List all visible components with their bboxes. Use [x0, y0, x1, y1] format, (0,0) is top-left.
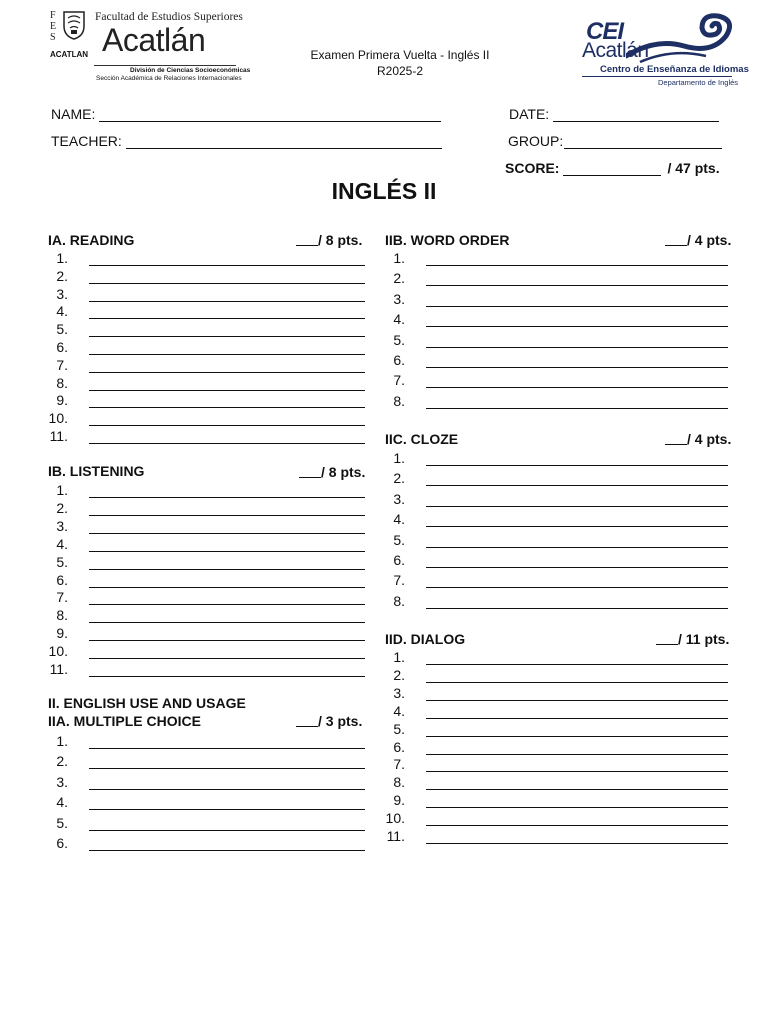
answer-number: 5.: [56, 321, 68, 338]
fes-letter-s: S: [50, 32, 56, 43]
cei-letters: CEI: [586, 18, 624, 45]
date-label: DATE:: [509, 106, 550, 122]
answer-row: [385, 792, 728, 808]
answer-row: [48, 500, 365, 516]
answer-number: 11.: [386, 828, 405, 844]
word-order-score-blank[interactable]: [665, 233, 687, 246]
answer-number: 4.: [56, 794, 68, 811]
answer-number: 11.: [49, 661, 68, 677]
group-field: [508, 133, 722, 149]
answer-number: 2.: [56, 267, 68, 284]
answer-line[interactable]: [426, 813, 728, 826]
faculty-title: Facultad de Estudios Superiores: [95, 11, 243, 23]
answer-line[interactable]: [89, 628, 365, 641]
answer-number: 3.: [393, 490, 405, 507]
answer-row: [48, 428, 365, 444]
answer-line[interactable]: [89, 777, 365, 790]
answer-row: [385, 470, 728, 486]
answer-line[interactable]: [89, 736, 365, 749]
answer-number: 10.: [385, 810, 405, 827]
answer-number: 5.: [393, 720, 405, 737]
answer-number: 1.: [56, 733, 68, 749]
unam-shield-icon: [62, 10, 86, 40]
listening-section-title: IB. LISTENING: [48, 463, 145, 479]
answer-line[interactable]: [426, 555, 728, 568]
answer-number: 5.: [393, 331, 405, 348]
answer-row: [48, 375, 365, 391]
section-name: Sección Académica de Relaciones Internacionales: [96, 75, 242, 82]
answer-number: 6.: [393, 738, 405, 755]
cei-acatlan-logo: [578, 12, 749, 92]
answer-number: 3.: [393, 684, 405, 701]
answer-line[interactable]: [426, 795, 728, 808]
answer-row: [48, 268, 365, 284]
answer-number: 1.: [393, 250, 405, 266]
word-order-points-label: / 4 pts.: [687, 232, 732, 248]
answer-line[interactable]: [89, 557, 365, 570]
answer-line[interactable]: [426, 335, 728, 348]
answer-line[interactable]: [426, 294, 728, 307]
answer-line[interactable]: [89, 395, 365, 408]
answer-row: [48, 357, 365, 373]
score-total: / 47 pts.: [667, 160, 720, 176]
group-input-line[interactable]: [564, 135, 722, 149]
answer-row: [385, 739, 728, 755]
answer-row: [48, 643, 365, 659]
answer-number: 2.: [393, 470, 405, 487]
answer-line[interactable]: [426, 596, 728, 609]
answer-row: [48, 392, 365, 408]
answer-line[interactable]: [426, 535, 728, 548]
answer-line[interactable]: [89, 413, 365, 426]
answer-line[interactable]: [426, 742, 728, 755]
answer-number: 6.: [56, 571, 68, 588]
answer-row: [385, 649, 728, 665]
answer-line[interactable]: [89, 431, 365, 444]
dialog-points-label: / 11 pts.: [678, 631, 730, 647]
answer-line[interactable]: [426, 575, 728, 588]
listening-points-label: / 8 pts.: [321, 464, 366, 480]
date-field: [509, 106, 719, 122]
answer-number: 4.: [56, 303, 68, 320]
answer-line[interactable]: [89, 289, 365, 302]
answer-line[interactable]: [89, 485, 365, 498]
name-label: NAME:: [51, 106, 96, 122]
answer-number: 2.: [393, 666, 405, 683]
multiple-choice-section-title: IIA. MULTIPLE CHOICE: [48, 713, 201, 729]
answer-number: 2.: [393, 270, 405, 287]
teacher-field: [51, 133, 442, 149]
answer-line[interactable]: [426, 777, 728, 790]
answer-line[interactable]: [426, 706, 728, 719]
answer-row: [48, 518, 365, 534]
answer-row: [385, 311, 728, 327]
answer-line[interactable]: [426, 514, 728, 527]
answer-row: [48, 835, 365, 851]
answer-line[interactable]: [426, 724, 728, 737]
answer-row: [48, 286, 365, 302]
answer-row: [48, 753, 365, 769]
answer-number: 5.: [393, 531, 405, 548]
answer-line[interactable]: [89, 539, 365, 552]
answer-number: 6.: [56, 339, 68, 355]
answer-row: [385, 511, 728, 527]
exam-code: R2025-2: [376, 64, 424, 78]
word-order-section-title: IIB. WORD ORDER: [385, 232, 510, 248]
answer-row: [48, 339, 365, 355]
answer-number: 5.: [56, 553, 68, 570]
page-title: INGLÉS II: [331, 178, 437, 204]
answer-row: [48, 607, 365, 623]
answer-row: [385, 250, 728, 266]
exam-title-block: [300, 47, 500, 79]
answer-line[interactable]: [89, 253, 365, 266]
cloze-points-label: / 4 pts.: [687, 431, 732, 447]
answer-line[interactable]: [89, 503, 365, 516]
cei-centro: Centro de Enseñanza de Idiomas: [600, 64, 749, 75]
cloze-points: [665, 431, 731, 447]
answer-row: [385, 572, 728, 588]
exam-title: Examen Primera Vuelta - Inglés II: [310, 48, 490, 62]
answer-number: 8.: [393, 774, 405, 791]
answer-row: [48, 303, 365, 319]
score-field: [505, 160, 720, 176]
answer-line[interactable]: [426, 494, 728, 507]
reading-points-label: / 8 pts.: [318, 232, 363, 248]
answer-row: [385, 593, 728, 609]
answer-line[interactable]: [89, 306, 365, 319]
answer-number: 4.: [56, 535, 68, 552]
answer-row: [385, 291, 728, 307]
name-input-line[interactable]: [99, 108, 441, 122]
answer-number: 4.: [393, 511, 405, 528]
fes-short-name: ACATLAN: [50, 50, 89, 59]
multiple-choice-points: [296, 713, 362, 729]
answer-row: [48, 554, 365, 570]
answer-line[interactable]: [89, 838, 365, 851]
answer-number: 4.: [393, 311, 405, 328]
answer-row: [385, 685, 728, 701]
answer-row: [48, 733, 365, 749]
answer-row: [48, 572, 365, 588]
answer-number: 4.: [393, 702, 405, 719]
answer-line[interactable]: [89, 664, 365, 677]
answer-number: 3.: [56, 285, 68, 302]
fes-letters: [50, 10, 56, 43]
answer-number: 9.: [56, 392, 68, 409]
answer-number: 7.: [393, 756, 405, 773]
answer-number: 5.: [56, 814, 68, 831]
answer-row: [385, 552, 728, 568]
answer-number: 6.: [56, 835, 68, 851]
answer-number: 7.: [56, 356, 68, 373]
answer-number: 10.: [48, 410, 68, 427]
fes-letter-e: E: [50, 21, 57, 32]
answer-number: 2.: [56, 753, 68, 770]
answer-row: [48, 589, 365, 605]
dialog-score-blank[interactable]: [656, 632, 678, 645]
answer-row: [48, 774, 365, 790]
answer-line[interactable]: [426, 759, 728, 772]
answer-row: [385, 774, 728, 790]
answer-number: 7.: [56, 589, 68, 606]
reading-section-title: IA. READING: [48, 232, 135, 248]
multiple-choice-points-label: / 3 pts.: [318, 713, 363, 729]
answer-row: [385, 532, 728, 548]
answer-line[interactable]: [89, 521, 365, 534]
answer-number: 1.: [393, 649, 405, 665]
division-name: División de Ciencias Socioeconómicas: [130, 67, 251, 74]
answer-number: 7.: [393, 572, 405, 589]
multiple-choice-score-blank[interactable]: [296, 714, 318, 727]
cei-name: Acatlán: [582, 39, 649, 62]
answer-number: 8.: [393, 392, 405, 409]
answer-row: [385, 372, 728, 388]
answer-row: [385, 721, 728, 737]
answer-row: [48, 410, 365, 426]
teacher-input-line[interactable]: [126, 135, 442, 149]
answer-line[interactable]: [426, 831, 728, 844]
answer-line[interactable]: [89, 575, 365, 588]
answer-line[interactable]: [426, 453, 728, 466]
faculty-name: Acatlán: [102, 22, 206, 58]
faculty-divider: [94, 65, 236, 66]
date-input-line[interactable]: [553, 108, 719, 122]
fes-letter-f: F: [50, 10, 56, 21]
answer-number: 9.: [393, 792, 405, 809]
answer-number: 7.: [393, 372, 405, 389]
listening-points: [299, 464, 365, 480]
group-label: GROUP:: [508, 133, 564, 149]
answer-row: [48, 661, 365, 677]
answer-line[interactable]: [89, 797, 365, 810]
answer-number: 6.: [393, 352, 405, 368]
answer-number: 3.: [56, 517, 68, 534]
answer-number: 11.: [49, 428, 68, 444]
answer-line[interactable]: [426, 355, 728, 368]
dialog-section-title: IID. DIALOG: [385, 631, 466, 647]
answer-line[interactable]: [89, 646, 365, 659]
cloze-score-blank[interactable]: [665, 432, 687, 445]
answer-number: 8.: [393, 592, 405, 609]
answer-line[interactable]: [426, 652, 728, 665]
answer-line[interactable]: [426, 375, 728, 388]
answer-row: [385, 393, 728, 409]
answer-row: [385, 491, 728, 507]
answer-row: [385, 352, 728, 368]
answer-row: [385, 828, 728, 844]
reading-score-blank[interactable]: [296, 233, 318, 246]
answer-row: [385, 450, 728, 466]
answer-row: [48, 625, 365, 641]
answer-line[interactable]: [89, 378, 365, 391]
answer-line[interactable]: [426, 670, 728, 683]
answer-row: [48, 536, 365, 552]
answer-row: [48, 815, 365, 831]
answer-number: 1.: [56, 482, 68, 498]
answer-line[interactable]: [426, 688, 728, 701]
answer-line[interactable]: [89, 342, 365, 355]
answer-line[interactable]: [89, 610, 365, 623]
listening-score-blank[interactable]: [299, 465, 321, 478]
answer-row: [385, 270, 728, 286]
answer-row: [48, 250, 365, 266]
answer-row: [48, 794, 365, 810]
score-input-line[interactable]: [563, 162, 661, 176]
cei-department: Departamento de Inglés: [658, 78, 739, 87]
answer-row: [385, 810, 728, 826]
answer-number: 3.: [56, 773, 68, 790]
answer-line[interactable]: [426, 273, 728, 286]
answer-line[interactable]: [89, 324, 365, 337]
dialog-points: [656, 631, 729, 647]
answer-number: 2.: [56, 499, 68, 516]
answer-row: [48, 321, 365, 337]
answer-row: [385, 332, 728, 348]
cei-divider: [582, 76, 732, 77]
word-order-points: [665, 232, 731, 248]
name-field: [51, 106, 441, 122]
answer-line[interactable]: [89, 756, 365, 769]
answer-row: [385, 667, 728, 683]
teacher-label: TEACHER:: [51, 133, 122, 149]
score-label: SCORE:: [505, 160, 560, 176]
answer-row: [385, 703, 728, 719]
answer-number: 1.: [56, 250, 68, 266]
answer-number: 6.: [393, 552, 405, 568]
answer-line[interactable]: [89, 592, 365, 605]
answer-number: 3.: [393, 290, 405, 307]
answer-line[interactable]: [426, 396, 728, 409]
answer-row: [385, 756, 728, 772]
answer-number: 10.: [48, 643, 68, 660]
answer-number: 8.: [56, 374, 68, 391]
answer-line[interactable]: [426, 473, 728, 486]
answer-line[interactable]: [426, 253, 728, 266]
cloze-section-title: IIC. CLOZE: [385, 431, 459, 447]
answer-line[interactable]: [89, 360, 365, 373]
answer-row: [48, 482, 365, 498]
answer-number: 9.: [56, 625, 68, 642]
reading-points: [296, 232, 362, 248]
answer-number: 8.: [56, 607, 68, 624]
answer-number: 1.: [393, 450, 405, 466]
english-use-section-title: II. ENGLISH USE AND USAGE: [48, 695, 246, 711]
answer-line[interactable]: [89, 271, 365, 284]
answer-line[interactable]: [89, 818, 365, 831]
answer-line[interactable]: [426, 314, 728, 327]
fes-acatlan-logo: [50, 8, 251, 88]
